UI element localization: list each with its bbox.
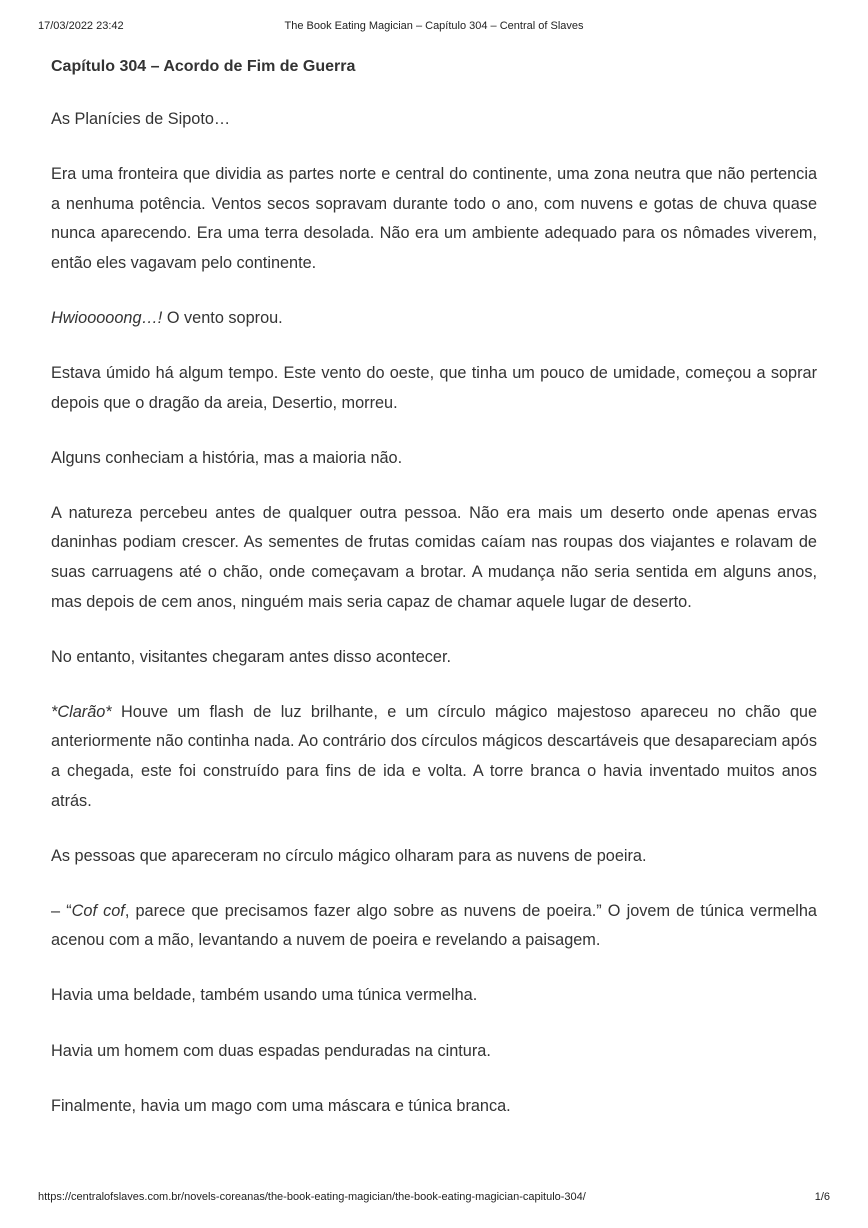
paragraph <box>51 304 817 334</box>
paragraph: Era uma fronteira que dividia as partes norte e central do continente, uma zona neutra que não pertencia a nenhuma potência. Ventos secos sopravam durante todo o ano, com nuvens e gotas de chuva quase nunca aparecendo. Era uma terra desolada. Não era um ambiente adequado para os nômades viverem, então eles vagavam pelo continente. <box>51 165 817 272</box>
print-header <box>38 20 830 36</box>
paragraph: Estava úmido há algum tempo. Este vento do oeste, que tinha um pouco de umidade, começou a soprar depois que o dragão da areia, Desertio, morreu. <box>51 364 817 412</box>
article-body <box>51 55 817 1147</box>
print-datetime: 17/03/2022 23:42 <box>38 20 124 32</box>
italic-text: Hwiooooong…! <box>51 308 163 327</box>
paragraph-text: , parece que precisamos fazer algo sobre as nuvens de poeira.” O jovem de túnica vermelha acenou com a mão, levantando a nuvem de poeira e revelando a paisagem. <box>51 901 817 950</box>
dialogue-open: – “ <box>51 901 72 920</box>
print-doc-title: The Book Eating Magician – Capítulo 304 – Central of Slaves <box>284 20 584 32</box>
paragraph: As Planícies de Sipoto… <box>51 110 231 128</box>
italic-text: Cof cof <box>71 901 125 920</box>
page-number: 1/6 <box>814 1191 830 1203</box>
italic-text: *Clarão* <box>51 702 112 721</box>
paragraph: A natureza percebeu antes de qualquer outra pessoa. Não era mais um deserto onde apenas ervas daninhas podiam crescer. As sementes de frutas comidas caíam nas roupas dos viajantes e rolavam de suas carruagens até o chão, onde começavam a brotar. A mudança não seria sentida em alguns anos, mas depois de cem anos, ninguém mais seria capaz de chamar aquele lugar de deserto. <box>51 503 817 611</box>
paragraph: As pessoas que apareceram no círculo mágico olharam para as nuvens de poeira. <box>51 846 647 865</box>
page-url: https://centralofslaves.com.br/novels-coreanas/the-book-eating-magician/the-book-eating-magician-capitulo-304/ <box>38 1191 586 1203</box>
paragraph-text: Houve um flash de luz brilhante, e um círculo mágico majestoso apareceu no chão que anteriormente não continha nada. Ao contrário dos círculos mágicos descartáveis que desapareciam após a chegada, este foi construído para fins de ida e volta. A torre branca o havia inventado muitos anos atrás. <box>51 702 817 810</box>
paragraph <box>51 698 817 816</box>
paragraph: Alguns conheciam a história, mas a maioria não. <box>51 448 403 467</box>
paragraph: No entanto, visitantes chegaram antes disso acontecer. <box>51 647 452 666</box>
paragraph-text: O vento soprou. <box>162 308 283 327</box>
paragraph: Finalmente, havia um mago com uma máscara e túnica branca. <box>51 1096 511 1115</box>
paragraph: Havia uma beldade, também usando uma túnica vermelha. <box>51 986 478 1005</box>
paragraph <box>51 897 817 956</box>
print-footer <box>38 1191 830 1207</box>
chapter-title: Capítulo 304 – Acordo de Fim de Guerra <box>51 58 356 75</box>
paragraph: Havia um homem com duas espadas penduradas na cintura. <box>51 1041 491 1060</box>
